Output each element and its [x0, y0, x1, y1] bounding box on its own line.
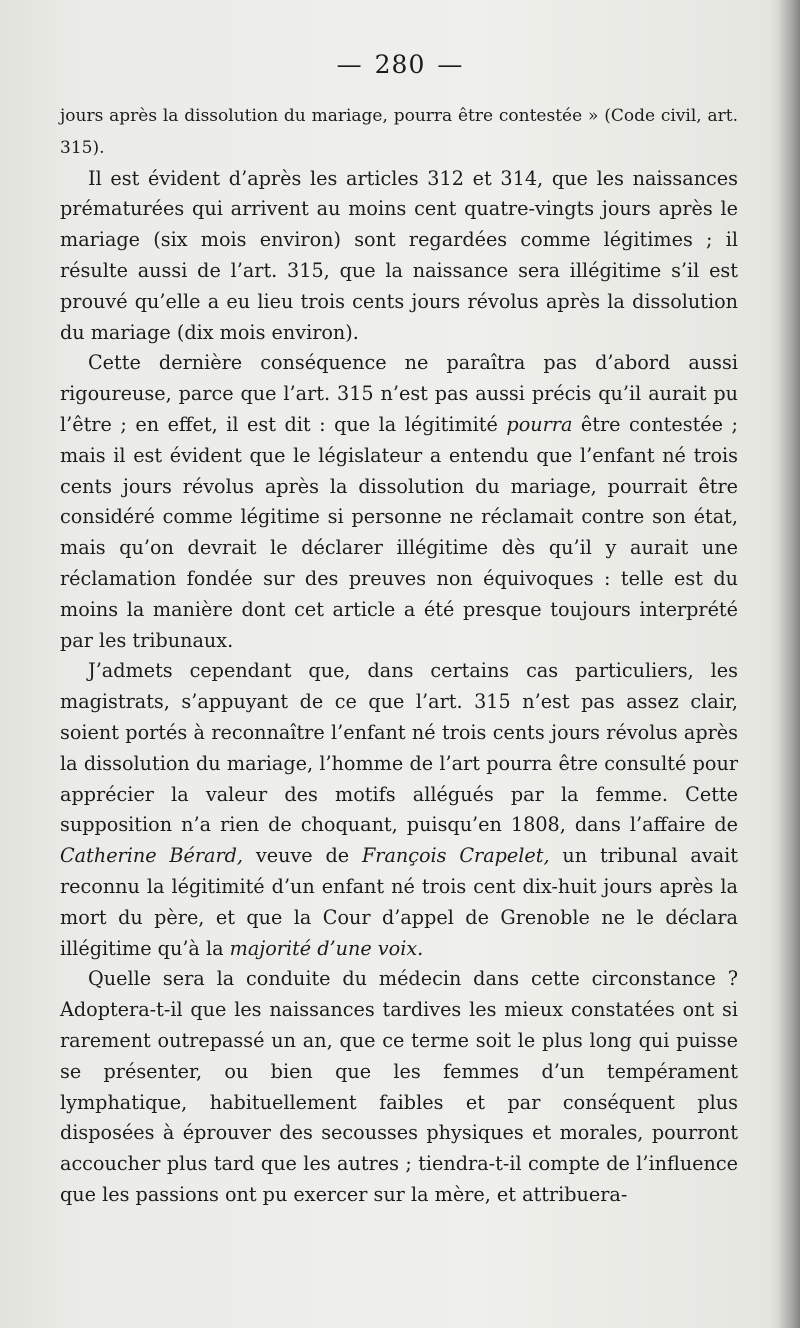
italic-name: Catherine Bérard,: [60, 844, 244, 868]
body-text: [60, 100, 738, 1211]
text-segment: Quelle sera la conduite du médecin dans cette circonstance ? Adoptera-t-il que les naissances tardives les mieux constatées ont si rarement outrepassé un an, que ce terme soit le plus long qui puisse se présenter, ou bien que les femmes d’un tempérament lymphatique, habituellement faibles et par conséquent plus disposées à éprouver des secousses physiques et morales, pourront accoucher plus tard que les autres ; tiendra-t-il compte de l’influence que les passions ont pu exercer sur la mère, et attribuera-: [60, 967, 738, 1206]
text-segment: être contestée ; mais il est évident que le législateur a entendu que l’enfant né trois cents jours révolus après la dissolution du mariage, pourrait être considéré comme légitime si personne ne réclamait contre son état, mais qu’on devrait le déclarer illégitime dès qu’il y aurait une réclamation fondée sur des preuves non équivoques : telle est du moins la manière dont cet article a été presque toujours interprété par les tribunaux.: [60, 412, 738, 652]
header-dash-right: —: [437, 50, 464, 79]
text-segment: jours après la dissolution du mariage, pourra être contestée » (Code civil, art. 315).: [60, 106, 738, 158]
paragraph: [60, 348, 738, 656]
italic-emphasis: pourra: [506, 412, 573, 436]
italic-emphasis: majorité d’une voix.: [229, 936, 424, 960]
paragraph: [60, 964, 738, 1210]
page-number: 280: [374, 50, 426, 79]
page-spine-shadow: [778, 0, 800, 1328]
header-dash-left: —: [336, 50, 363, 79]
text-segment: Cette dernière conséquence ne paraîtra pas d’abord aussi rigoureuse, parce que l’art. 315 n’est pas aussi précis qu’il aurait pu l’être ; en effet, il est dit : que la légitimité: [60, 351, 738, 436]
text-segment: J’admets cependant que, dans certains cas particuliers, les magistrats, s’appuyant de ce que l’art. 315 n’est pas assez clair, soient portés à reconnaître l’enfant né trois cents jours révolus après la dissolution du mariage, l’homme de l’art pourra être consulté pour apprécier la valeur des motifs allégués par la femme. Cette supposition n’a rien de choquant, puisqu’en 1808, dans l’affaire de: [60, 659, 738, 837]
paragraph: [60, 164, 738, 349]
page-header: [0, 50, 800, 79]
text-segment: un tribunal avait reconnu la légitimité d’un enfant né trois cent dix-huit jours après la mort du père, et que la Cour d’appel de Grenoble ne le déclara illégitime qu’à la: [60, 844, 738, 960]
text-segment: Il est évident d’après les articles 312 et 314, que les naissances prématurées qui arrivent au moins cent quatre-vingts jours après le mariage (six mois environ) sont regardées comme légitimes ; il résulte aussi de l’art. 315, que la naissance sera illégitime s’il est prouvé qu’elle a eu lieu trois cents jours révolus après la dissolution du mariage (dix mois environ).: [60, 166, 738, 344]
paragraph: [60, 656, 738, 964]
text-segment: veuve de: [243, 844, 362, 868]
paragraph-continuation: [60, 100, 738, 164]
italic-name: François Crapelet,: [361, 844, 550, 868]
